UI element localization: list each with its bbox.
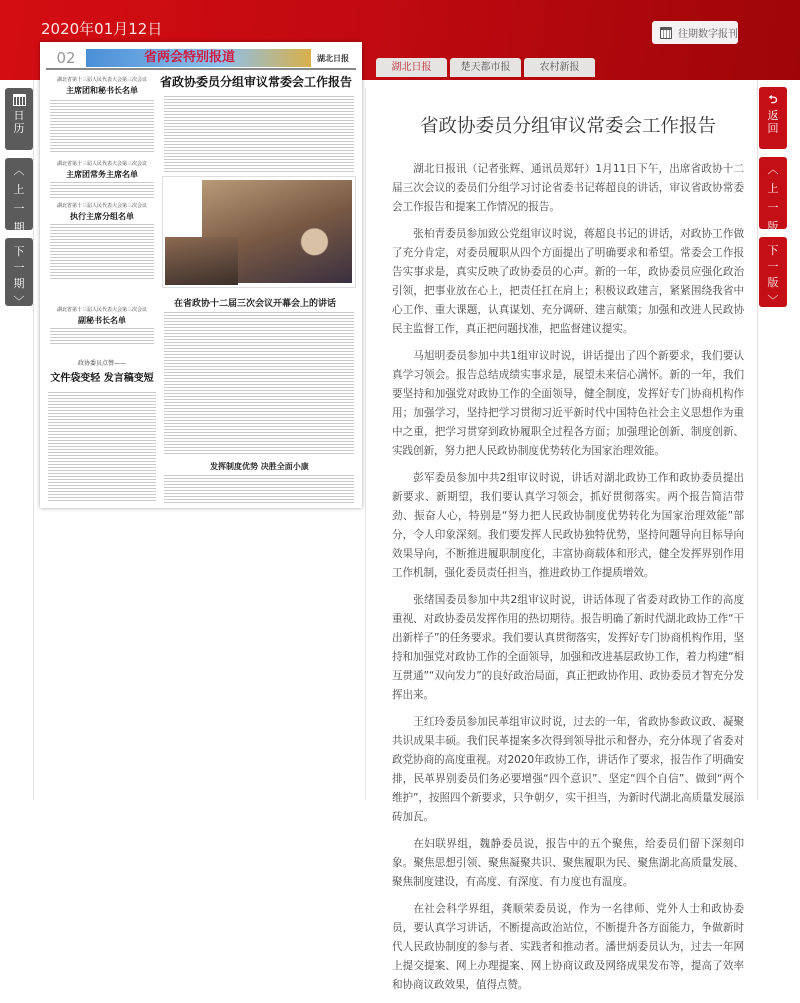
article-paragraph: 彭军委员参加中共2组审议时说，讲话对湖北政协工作和政协委员提出新要求、新期望，我们要认真学习领会，抓好贯彻落实。两个报告简洁带劲、振奋人心，特别是“努力把人民政协制度优势转化为国家治理效能”部分，令人印象深刻。我们要发挥人民政协独特优势，坚持问题导向目标导向效果导向，不断推进履职制度化，丰富协商载体和形式，健全发挥界别作用工作机制，强化委员责任担当，推进政协工作提质增效。: [392, 472, 744, 579]
special-report-banner: 省两会特别报道: [86, 49, 311, 67]
bottom-headline[interactable]: 发挥制度优势 决胜全面小康: [210, 461, 309, 471]
article-title: 省政协委员分组审议常委会工作报告: [419, 116, 716, 137]
left-block[interactable]: 湖北省第十三届人民代表大会第三次会议 主席团常务主席名单: [56, 161, 147, 179]
article-paragraph: 湖北日报讯（记者张辉、通讯员郑轩）1月11日下午，出席省政协十二届三次会议的委员们分组学习讨论省委书记蒋超良的讲话，审议省政协常委会工作报告和提案工作情况的报告。: [392, 163, 744, 213]
tab-chutian-metropolis[interactable]: 楚天都市报: [450, 58, 521, 77]
article-paragraph: 马旭明委员参加中共1组审议时说，讲话提出了四个新要求，我们要认真学习领会。报告总结成绩实事求是，展望未来信心满怀。新的一年，我们要坚持和加强党对政协工作的全面领导，健全制度，发挥好专门协商机构作用；加强学习，坚持把学习贯彻习近平新时代中国特色社会主义思想作为重中之重，把学习贯穿到政协履职全过程各方面；加强理论创新、制度创新、实践创新，努力把人民政协制度优势转化为国家治理效能。: [392, 350, 744, 457]
page-header: [46, 48, 356, 70]
previous-page-label: 上一版: [767, 182, 779, 233]
left-block[interactable]: 湖北省第十三届人民代表大会第三次会议 执行主席分组名单: [56, 203, 147, 221]
divider: [365, 88, 366, 800]
chevron-up-icon: ︿: [13, 164, 25, 177]
chevron-down-icon: ﹀: [767, 294, 779, 307]
page-number: 02: [56, 49, 76, 67]
tab-hubei-daily[interactable]: 湖北日报: [376, 58, 447, 77]
return-label: 返回: [767, 109, 779, 135]
article-paragraph: 张柏青委员参加致公党组审议时说，蒋超良书记的讲话，对政协工作做了充分肯定，对委员履职从四个方面提出了明确要求和希望。常委会工作报告实事求是，真实反映了政协委员的心声。新的一年，政协委员应强化政治引领，把事业放在心上，把责任扛在肩上；积极议政建言，紧紧围绕我省中心工作、重大课题，认真谋划、充分调研、建言献策；加强和改进人民政协民主监督工作，真正把问题找准，把监督建议提实。: [392, 228, 744, 335]
chevron-up-icon: ︿: [767, 163, 779, 176]
left-block[interactable]: 湖北省第十三届人民代表大会第三次会议 副秘书长名单: [56, 307, 147, 325]
issue-date: 2020年01月12日: [41, 20, 163, 38]
chevron-down-icon: ﹀: [13, 295, 25, 308]
archive-button[interactable]: [652, 21, 738, 44]
tab-rural-news[interactable]: 农村新报: [524, 58, 595, 77]
archive-label: 往期数字报刊: [678, 29, 738, 40]
previous-issue-label: 上一期: [13, 183, 25, 234]
newspaper-page-thumbnail[interactable]: [40, 42, 362, 508]
masthead-logo: 湖北日报: [317, 52, 349, 63]
return-icon: ⮌: [768, 93, 778, 106]
newspaper-tabs: [376, 58, 595, 77]
previous-page-button[interactable]: [759, 157, 787, 233]
next-page-button[interactable]: [759, 237, 787, 307]
feature-block[interactable]: 政协委员点赞—— 文件袋变轻 发言稿变短: [50, 360, 154, 384]
return-button[interactable]: [759, 87, 787, 149]
calendar-label: 日历: [13, 109, 25, 135]
article-paragraph: 王红玲委员参加民革组审议时说，过去的一年，省政协参政议政、凝聚共识成果丰硕。我们民革提案多次得到领导批示和督办，充分体现了省委对政党协商的高度重视。对2020年政协工作，讲话作了要求，报告作了明确安排，民革界别委员们务必要增强“四个意识”、坚定“四个自信”、做到“两个维护”，按照四个新要求，只争朝夕，实干担当，为新时代湖北高质量发展添砖加瓦。: [392, 716, 744, 823]
speech-headline[interactable]: 在省政协十二届三次会议开幕会上的讲话: [174, 299, 337, 309]
news-photo-small[interactable]: [165, 237, 238, 285]
next-issue-button[interactable]: [5, 238, 33, 306]
article-paragraph: 在社会科学界组，龚顺荣委员说，作为一名律师、党外人士和政协委员，要认真学习讲话，不断提高政治站位，不断提升各方面能力，争做新时代人民政协制度的参与者、实践者和推动者。潘世炳委员认为，过去一年网上提交提案、网上办理提案、网上协商议政及网络成果发布等，提高了效率和协商议政效果，值得点赞。: [392, 903, 744, 991]
left-block[interactable]: 湖北省第十三届人民代表大会第三次会议 主席团和秘书长名单: [56, 77, 147, 95]
article: [392, 112, 744, 1003]
next-issue-label: 下一期: [13, 245, 25, 290]
article-paragraph: 张绪国委员参加中共2组审议时说，讲话体现了省委对政协工作的高度重视、对政协委员发挥作用的热切期待。报告明确了新时代湖北政协工作“干出新样子”的任务要求。我们要认真贯彻落实，发挥好专门协商机构作用，坚持和加强党对政协工作的全面领导，加强和改进基层政协工作，着力构建“相互贯通”“双向发力”的良好政治局面，真正把政协作用、政协委员才智充分发挥出来。: [392, 594, 744, 701]
calendar-icon: [13, 94, 26, 106]
previous-issue-button[interactable]: [5, 158, 33, 234]
page-headline[interactable]: 省政协委员分组审议常委会工作报告: [160, 75, 353, 89]
calendar-icon: [660, 27, 672, 39]
calendar-button[interactable]: [5, 88, 33, 150]
next-page-label: 下一版: [767, 244, 779, 289]
article-paragraph: 在妇联界组，魏静委员说，报告中的五个聚焦，给委员们留下深刻印象。聚焦思想引领、聚焦凝聚共识、聚焦履职为民、聚焦湖北高质量发展、聚焦制度建设，有高度、有深度、有力度也有温度。: [392, 838, 744, 888]
